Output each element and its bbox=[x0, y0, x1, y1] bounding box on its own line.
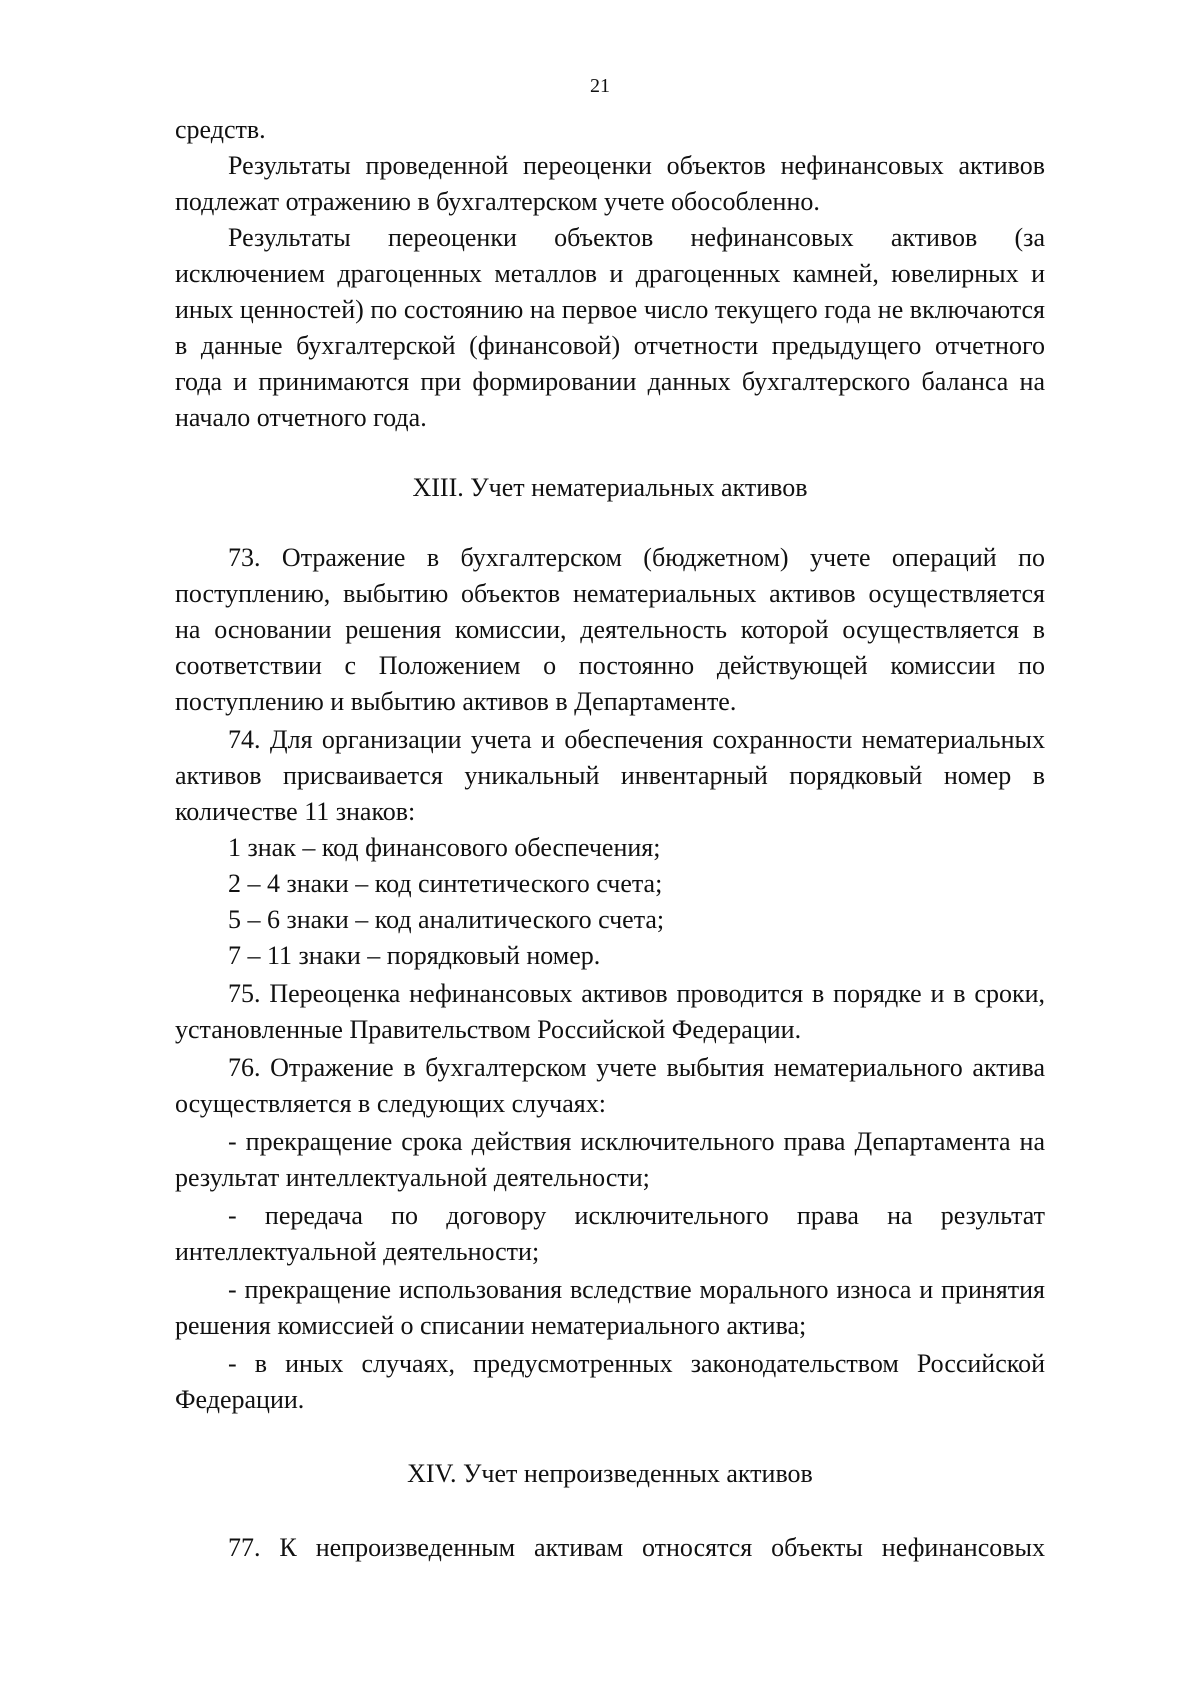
paragraph-continuation: средств. bbox=[175, 115, 266, 144]
case-item: - передача по договору исключительного права на результат интеллектуальной деятельности; bbox=[175, 1201, 1045, 1266]
case-item: - в иных случаях, предусмотренных законодательством Российской Федерации. bbox=[175, 1349, 1045, 1414]
case-item: - прекращение срока действия исключительного права Департамента на результат интеллектуальной деятельности; bbox=[175, 1127, 1045, 1192]
list-item: 7 – 11 знаки – порядковый номер. bbox=[228, 941, 601, 970]
page-number: 21 bbox=[590, 75, 610, 97]
case-item: - прекращение использования вследствие морального износа и принятия решения комиссией о списании нематериального актива; bbox=[175, 1275, 1045, 1340]
paragraph-revaluation-results: Результаты проведенной переоценки объектов нефинансовых активов подлежат отражению в бухгалтерском учете обособленно. bbox=[175, 151, 1045, 216]
list-item: 5 – 6 знаки – код аналитического счета; bbox=[228, 905, 665, 934]
paragraph-revaluation-exclusions: Результаты переоценки объектов нефинансовых активов (за исключением драгоценных металлов и драгоценных камней, ювелирных и иных ценностей) по состоянию на первое число текущего года не включаются в данные бухгалтерской (финансовой) отчетности предыдущего отчетного года и принимаются при формировании данных бухгалтерского баланса на начало отчетного года. bbox=[175, 223, 1045, 432]
section-heading-xiv: XIV. Учет непроизведенных активов bbox=[407, 1459, 813, 1488]
paragraph-77: 77. К непроизведенным активам относятся объекты нефинансовых bbox=[228, 1533, 1045, 1562]
paragraph-75: 75. Переоценка нефинансовых активов проводится в порядке и в сроки, установленные Правительством Российской Федерации. bbox=[175, 979, 1045, 1044]
paragraph-73: 73. Отражение в бухгалтерском (бюджетном) учете операций по поступлению, выбытию объектов нематериальных активов осуществляется на основании решения комиссии, деятельность которой осуществляется в соответствии с Положением о постоянно действующей комиссии по поступлению и выбытию активов в Департаменте. bbox=[175, 543, 1045, 716]
list-item: 2 – 4 знаки – код синтетического счета; bbox=[228, 869, 663, 898]
document-body bbox=[175, 112, 1045, 1566]
list-item: 1 знак – код финансового обеспечения; bbox=[228, 833, 661, 862]
section-heading-xiii: XIII. Учет нематериальных активов bbox=[412, 473, 808, 502]
paragraph-76: 76. Отражение в бухгалтерском учете выбытия нематериального актива осуществляется в следующих случаях: bbox=[175, 1053, 1045, 1118]
paragraph-74: 74. Для организации учета и обеспечения сохранности нематериальных активов присваивается уникальный инвентарный порядковый номер в количестве 11 знаков: bbox=[175, 725, 1045, 826]
